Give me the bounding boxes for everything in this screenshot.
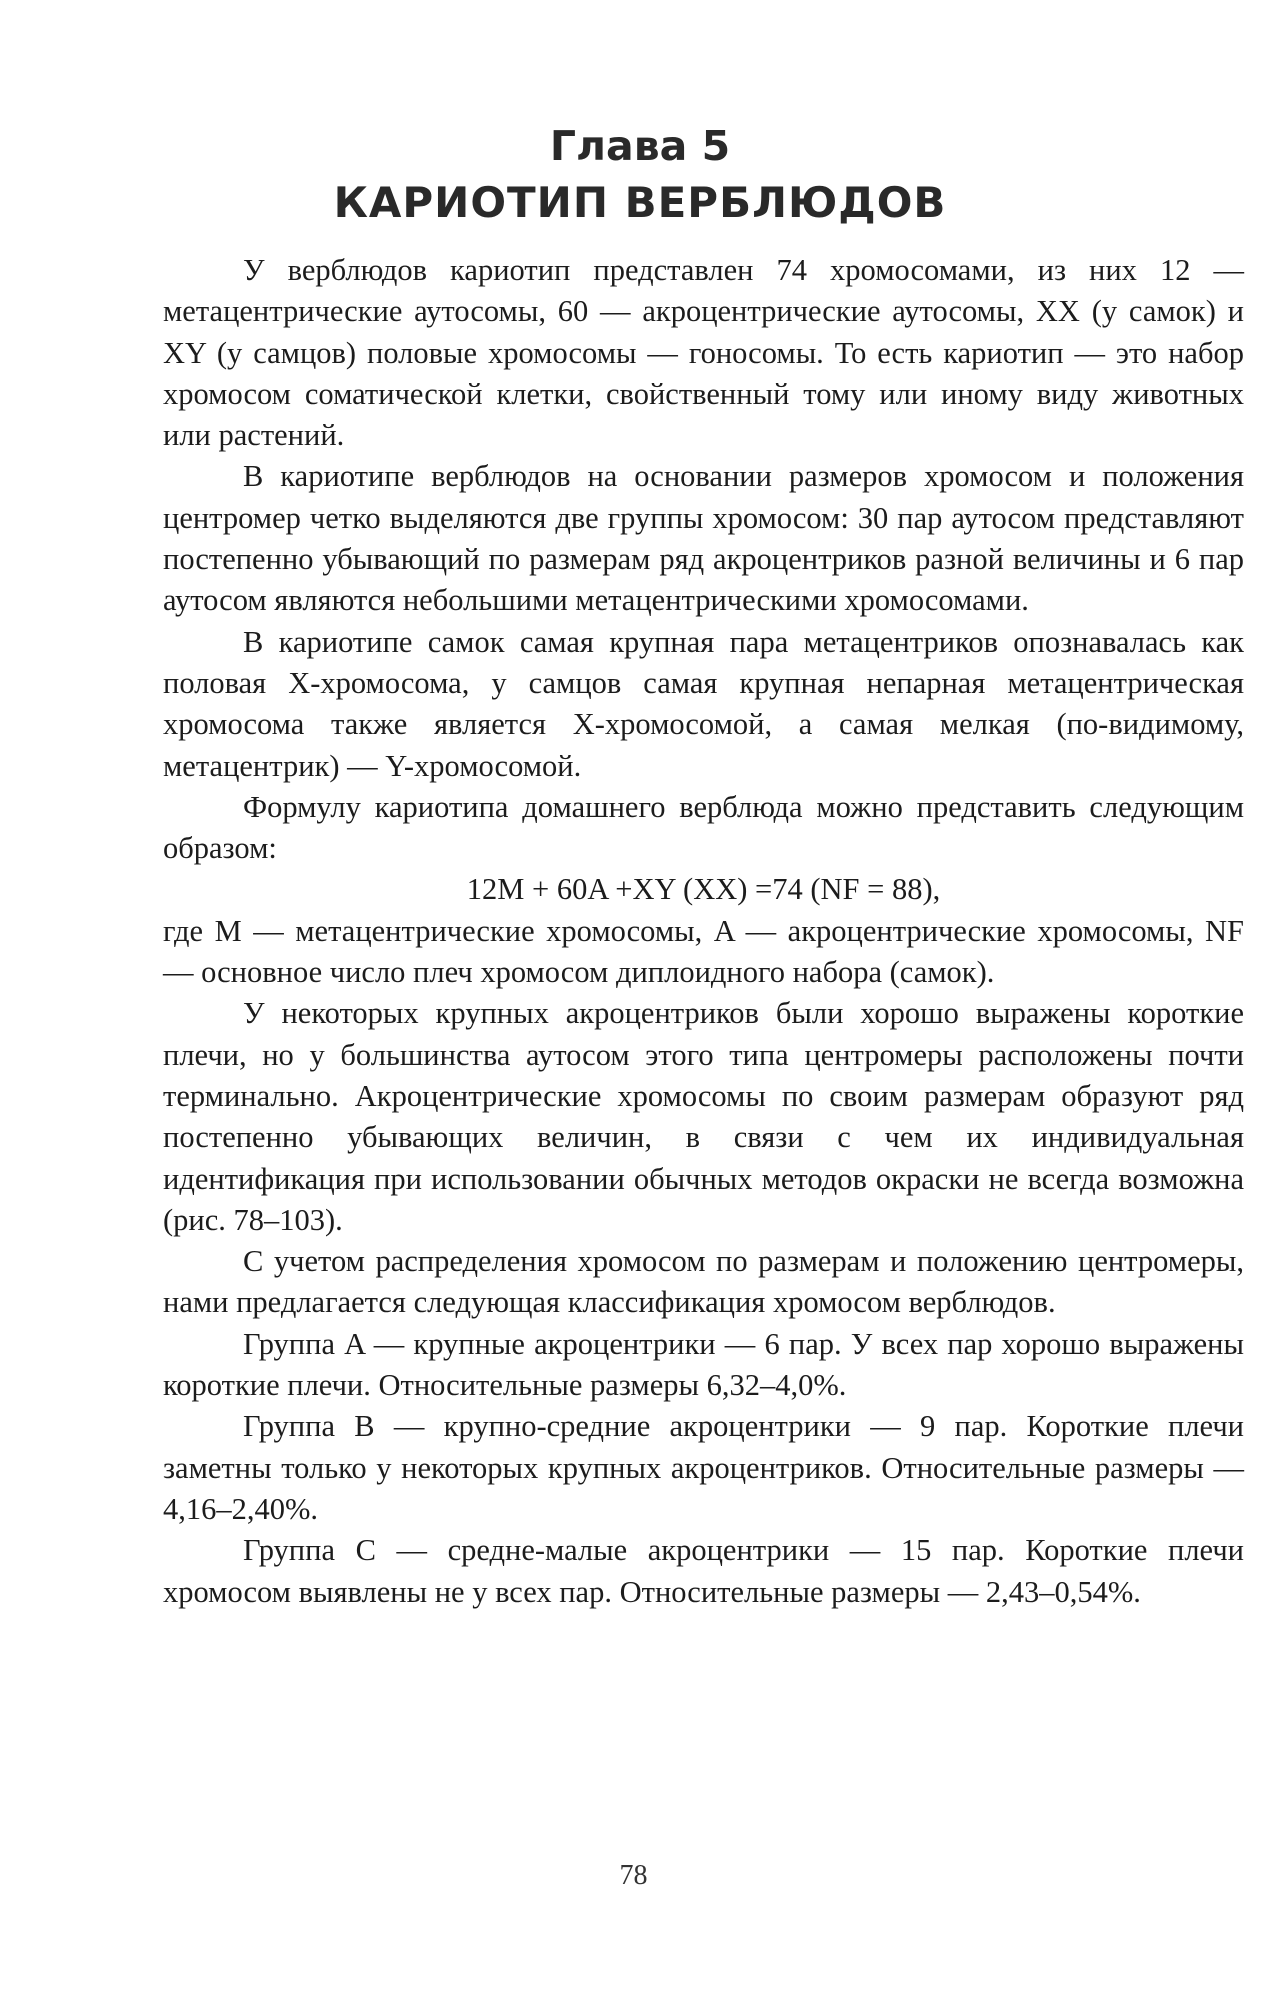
paragraph: У некоторых крупных акроцентриков были хорошо выражены короткие плечи, но у большинства аутосом этого типа центромеры расположены почти терминально. Акроцентрические хромосомы по своим размерам образуют ряд постепенно убывающих величин, в связи с чем их индивидуальная идентификация при использовании обычных методов окраски не всегда возможна (рис. 78–103). xyxy=(163,996,1244,1237)
paragraph: где M — метацентрические хромосомы, A — акроцентрические хромосомы, NF — основное число плеч хромосом диплоидного набора (самок). xyxy=(163,913,1244,990)
body-text xyxy=(163,250,1244,1613)
paragraph: У верблюдов кариотип представлен 74 хромосомами, из них 12 — метацентрические аутосомы, 60 — акроцентрические аутосомы, XX (у самок) и XY (у самцов) половые хромосомы — гоносомы. То есть кариотип — это набор хромосом соматической клетки, свойственный тому или иному виду животных или растений. xyxy=(163,253,1244,453)
karyotype-formula: 12M + 60A +XY (XX) =74 (NF = 88), xyxy=(466,872,941,907)
paragraph: С учетом распределения хромосом по размерам и положению центромеры, нами предлагается следующая классификация хромосом верблюдов. xyxy=(163,1244,1244,1320)
page-number: 78 xyxy=(619,1860,648,1891)
chapter-number: Глава 5 xyxy=(549,122,731,170)
paragraph: В кариотипе верблюдов на основании размеров хромосом и положения центромер четко выделяются две группы хромосом: 30 пар аутосом представляют постепенно убывающий по размерам ряд акроцентриков разной величины и 6 пар аутосом являются небольшими метацентрическими хромосомами. xyxy=(163,459,1244,618)
paragraph: Группа C — средне-малые акроцентрики — 15 пар. Короткие плечи хромосом выявлены не у всех пар. Относительные размеры — 2,43–0,54%. xyxy=(163,1533,1244,1609)
paragraph: Формулу кариотипа домашнего верблюда можно представить следующим образом: xyxy=(163,789,1244,866)
paragraph: Группа A — крупные акроцентрики — 6 пар. У всех пар хорошо выражены короткие плечи. Относительные размеры 6,32–4,0%. xyxy=(163,1326,1244,1403)
paragraph: Группа B — крупно-средние акроцентрики — 9 пар. Короткие плечи заметны только у некоторых крупных акроцентриков. Относительные размеры — 4,16–2,40%. xyxy=(163,1409,1244,1526)
chapter-title: КАРИОТИП ВЕРБЛЮДОВ xyxy=(333,178,947,227)
paragraph: В кариотипе самок самая крупная пара метацентриков опознавалась как половая X-хромосома, у самцов самая крупная непарная метацентрическая хромосома также является X-хромосомой, а самая мелкая (по-видимому, метацентрик) — Y-хромосомой. xyxy=(163,624,1244,783)
chapter-heading xyxy=(160,118,1120,232)
